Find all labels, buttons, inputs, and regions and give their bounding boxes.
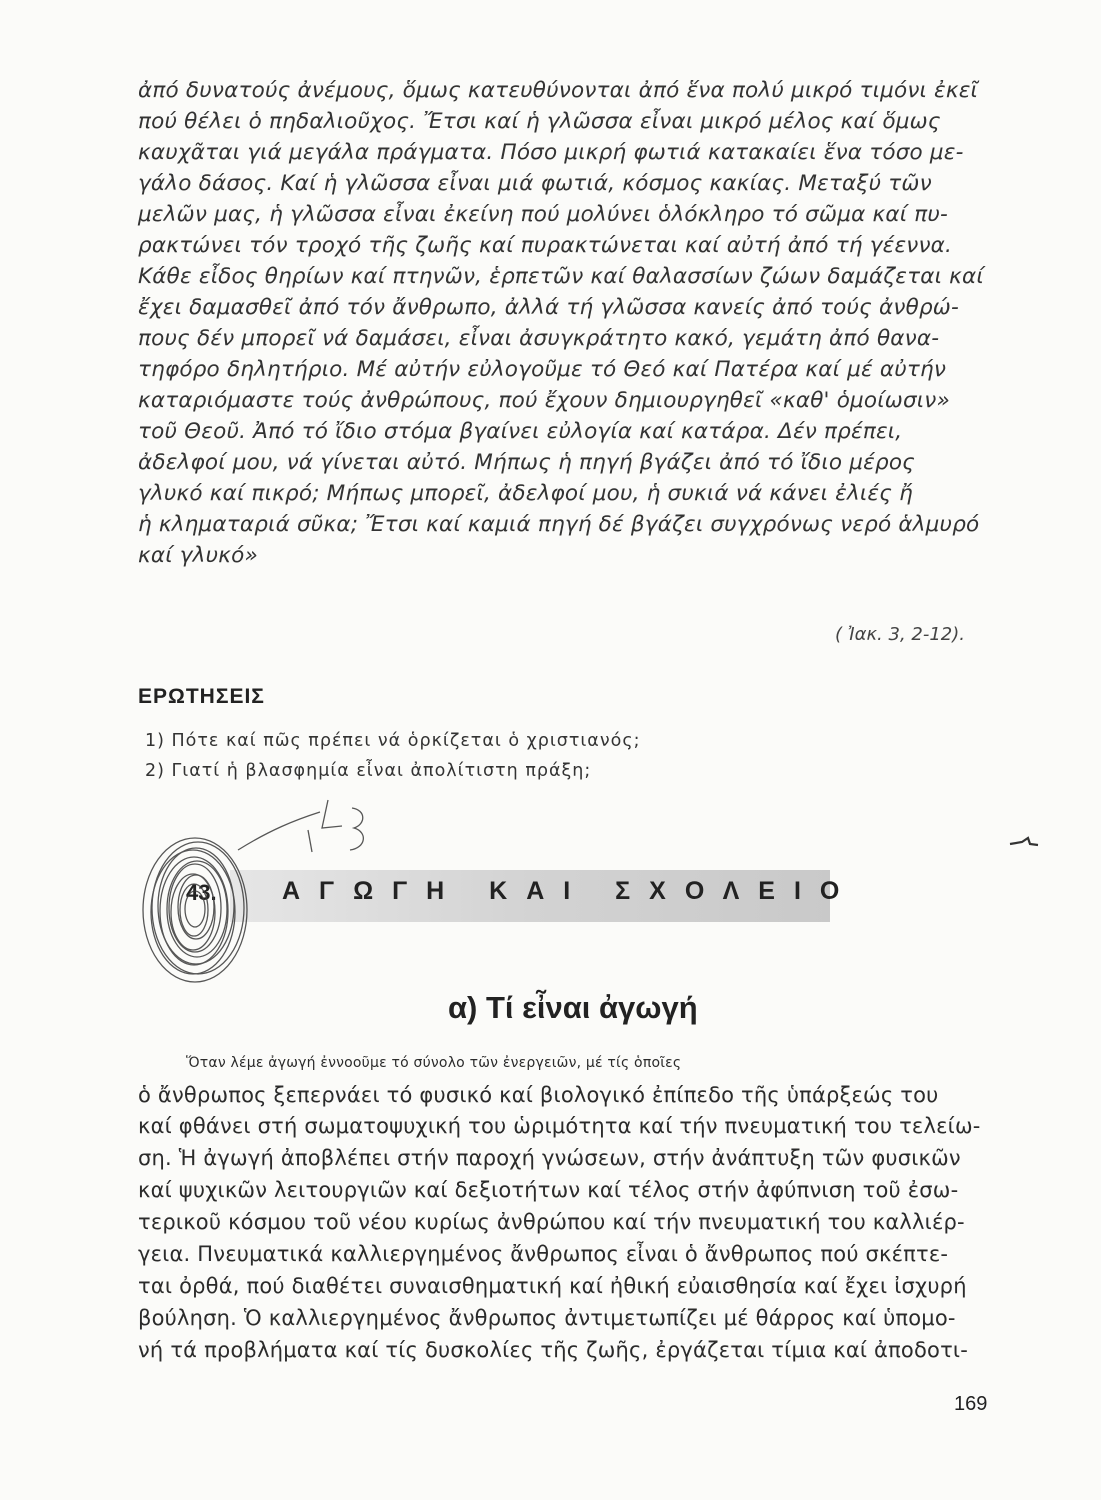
body-line: τερικοῦ κόσμου τοῦ νέου κυρίως ἀνθρώπου καί τήν πνευματική του καλλιέρ- [138, 1210, 965, 1234]
questions-heading: ΕΡΩΤΗΣΕΙΣ [138, 685, 265, 708]
pencil-scribble-mark [130, 790, 380, 1020]
quote-line: καυχᾶται γιά μεγάλα πράγματα. Πόσο μικρή φωτιά κατακαίει ἕνα τόσο με- [138, 140, 964, 165]
body-line: ση. Ἡ ἀγωγή ἀποβλέπει στήν παροχή γνώσεων, στήν ἀνάπτυξη τῶν φυσικῶν [138, 1146, 961, 1170]
chapter-number: 43. [186, 880, 217, 905]
body-line: καί φθάνει στή σωματοψυχική του ὡριμότητα καί τήν πνευματική του τελείω- [138, 1114, 981, 1138]
body-line: ται ὀρθά, πού διαθέτει συναισθηματική καί ἠθική εὐαισθησία καί ἔχει ἰσχυρή [138, 1274, 967, 1298]
body-line: ὁ ἄνθρωπος ξεπερνάει τό φυσικό καί βιολογικό ἐπίπεδο τῆς ὑπάρξεώς του [138, 1083, 939, 1107]
quote-line: τοῦ Θεοῦ. Ἀπό τό ἴδιο στόμα βγαίνει εὐλογία καί κατάρα. Δέν πρέπει, [138, 419, 903, 444]
quote-line: ἔχει δαμασθεῖ ἀπό τόν ἄνθρωπο, ἀλλά τή γλῶσσα κανείς ἀπό τούς ἀνθρώ- [138, 295, 959, 320]
body-line: νή τά προβλήματα καί τίς δυσκολίες τῆς ζωῆς, ἐργάζεται τίμια καί ἀποδοτι- [138, 1338, 969, 1362]
scripture-reference: ( Ἰακ. 3, 2-12). [835, 624, 965, 645]
quote-line: καταριόμαστε τούς ἀνθρώπους, πού ἔχουν δημιουργηθεῖ «καθ' ὁμοίωσιν» [138, 388, 950, 413]
question-item: 1) Πότε καί πῶς πρέπει νά ὁρκίζεται ὁ χριστιανός; [145, 731, 641, 751]
quote-line: μελῶν μας, ἡ γλῶσσα εἶναι ἐκείνη πού μολύνει ὁλόκληρο τό σῶμα καί πυ- [138, 202, 948, 227]
section-title: α) Τί εἶναι ἀγωγή [448, 990, 698, 1025]
quote-line: Κάθε εἶδος θηρίων καί πτηνῶν, ἑρπετῶν καί θαλασσίων ζώων δαμάζεται καί [138, 264, 984, 289]
stray-ink-mark [1008, 836, 1048, 852]
quote-line: γάλο δάσος. Καί ἡ γλῶσσα εἶναι μιά φωτιά, κόσμος κακίας. Μεταξύ τῶν [138, 171, 932, 196]
quote-line: πους δέν μπορεῖ νά δαμάσει, εἶναι ἀσυγκράτητο κακό, γεμάτη ἀπό θανα- [138, 326, 940, 351]
quote-line: ἀπό δυνατούς ἀνέμους, ὅμως κατευθύνονται ἀπό ἕνα πολύ μικρό τιμόνι ἐκεῖ [138, 78, 979, 103]
quote-line: γλυκό καί πικρό; Μήπως μπορεῖ, ἀδελφοί μου, ἡ συκιά νά κάνει ἐλιές ἤ [138, 481, 913, 506]
quote-line: ρακτώνει τόν τροχό τῆς ζωῆς καί πυρακτώνεται καί αὐτή ἀπό τή γέεννα. [138, 233, 953, 258]
question-item: 2) Γιατί ἡ βλασφημία εἶναι ἀπολίτιστη πράξη; [145, 761, 592, 781]
quote-line: καί γλυκό» [138, 543, 258, 568]
page-number: 169 [954, 1393, 988, 1415]
body-line: βούληση. Ὁ καλλιεργημένος ἄνθρωπος ἀντιμετωπίζει μέ θάρρος καί ὑπομο- [138, 1306, 956, 1330]
body-line: Ὅταν λέμε ἀγωγή ἐννοοῦμε τό σύνολο τῶν ἐνεργειῶν, μέ τίς ὁποῖες [186, 1055, 682, 1071]
body-line: γεια. Πνευματικά καλλιεργημένος ἄνθρωπος εἶναι ὁ ἄνθρωπος πού σκέπτε- [138, 1242, 949, 1266]
body-line: καί ψυχικῶν λειτουργιῶν καί δεξιοτήτων καί τέλος στήν ἀφύπνιση τοῦ ἐσω- [138, 1178, 959, 1202]
quote-line: ἀδελφοί μου, νά γίνεται αὐτό. Μήπως ἡ πηγή βγάζει ἀπό τό ἴδιο μέρος [138, 450, 915, 475]
quote-line: τηφόρο δηλητήριο. Μέ αὐτήν εὐλογοῦμε τό Θεό καί Πατέρα καί μέ αὐτήν [138, 357, 947, 382]
quote-line: πού θέλει ὁ πηδαλιοῦχος. Ἔτσι καί ἡ γλῶσσα εἶναι μικρό μέλος καί ὅμως [138, 109, 941, 134]
chapter-title: ΑΓΩΓΗ ΚΑΙ ΣΧΟΛΕΙΟ [282, 877, 859, 905]
quote-line: ἡ κληματαριά σῦκα; Ἔτσι καί καμιά πηγή δέ βγάζει συγχρόνως νερό ἁλμυρό [138, 512, 980, 537]
